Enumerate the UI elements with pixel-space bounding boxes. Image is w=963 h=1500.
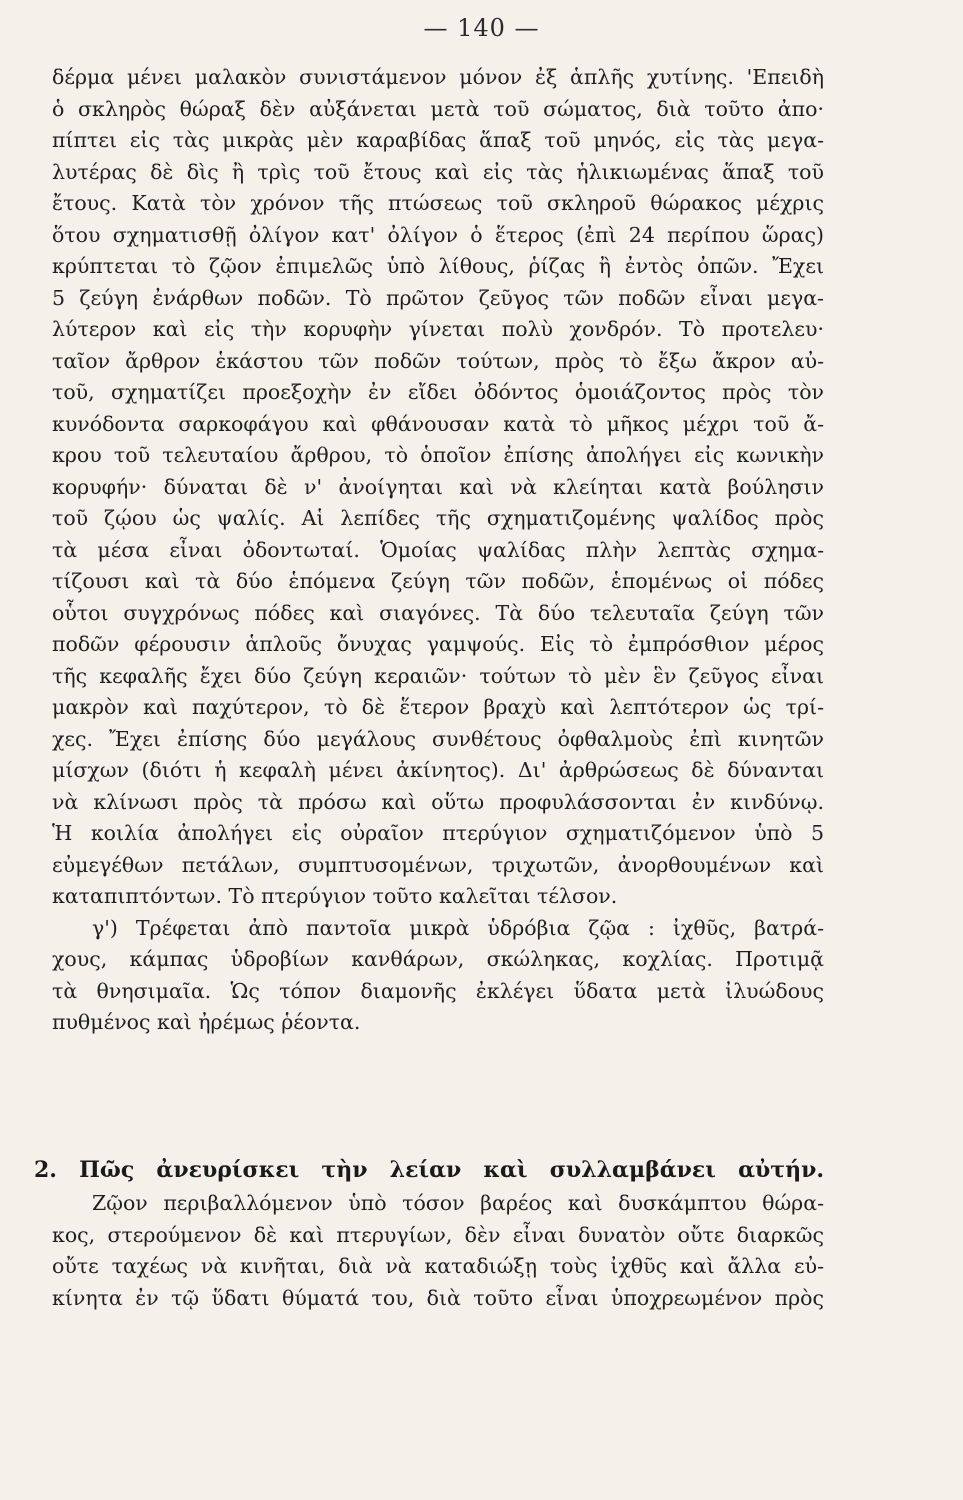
text-line: Ζῷον περιβαλλόμενον ὑπὸ τόσον βαρέος καὶ δυσκάμπτου θώρα- [92,1191,824,1215]
text-line: τὰ μέσα εἶναι ὀδοντωταί. Ὁμοίας ψαλίδας πλὴν λεπτὰς σχημα- [52,537,824,562]
text-line: νὰ κλίνωσι πρὸς τὰ πρόσω καὶ οὕτω προφυλάσσονται ἐν κινδύνῳ. [52,789,824,814]
text-line: λύτερον καὶ εἰς τὴν κορυφὴν γίνεται πολὺ χονδρόν. Τὸ προτελευ· [52,317,824,341]
text-line: κίνητα ἐν τῷ ὕδατι θύματά του, διὰ τοῦτο εἶναι ὑποχρεωμένον πρὸς [52,1285,824,1310]
text-line: οὔτε ταχέως νὰ κινῆται, διὰ νὰ καταδιώξῃ τοὺς ἰχθῦς καὶ ἄλλα εὐ- [52,1254,824,1278]
text-line: τὰ θνησιμαῖα. Ὡς τόπον διαμονῆς ἐκλέγει ὕδατα μετὰ ἰλυώδους [52,978,824,1003]
text-line: λυτέρας δὲ δὶς ἢ τρὶς τοῦ ἔτους καὶ εἰς τὰς ἡλικιωμένας ἅπαξ τοῦ [52,159,824,184]
text-line: χες. Ἔχει ἐπίσης δύο μεγάλους συνθέτους ὀφθαλμοὺς ἐπὶ κινητῶν [52,726,824,751]
text-line: ἔτους. Κατὰ τὸν χρόνον τῆς πτώσεως τοῦ σκληροῦ θώρακος μέχρις [52,191,824,215]
text-line: τίζουσι καὶ τὰ δύο ἑπόμενα ζεύγη τῶν ποδῶν, ἑπομένως οἱ πόδες [52,569,824,593]
text-line: πυθμένος καὶ ἠρέμως ῥέοντα. [52,1010,361,1034]
text-line: ὁ σκληρὸς θώραξ δὲν αὐξάνεται μετὰ τοῦ σώματος, διὰ τοῦτο ἀπο· [52,96,824,121]
text-line: δέρμα μένει μαλακὸν συνιστάμενον μόνον ἐξ ἁπλῆς χυτίνης. 'Επειδὴ [52,65,824,89]
page-number: — 140 — [423,14,540,42]
text-line: μίσχων (διότι ἡ κεφαλὴ μένει ἀκίνητος). Δι' ἀρθρώσεως δὲ δύνανται [52,758,824,782]
text-line: οὗτοι συγχρόνως πόδες καὶ σιαγόνες. Τὰ δύο τελευταῖα ζεύγη τῶν [52,600,824,625]
text-line: Ἡ κοιλία ἀπολήγει εἰς οὐραῖον πτερύγιον σχηματιζόμενον ὑπὸ 5 [52,821,824,845]
text-line: κυνόδοντα σαρκοφάγου καὶ φθάνουσαν κατὰ τὸ μῆκος μέχρι τοῦ ἄ- [52,411,824,436]
text-line: γ') Τρέφεται ἀπὸ παντοῖα μικρὰ ὑδρόβια ζῷα : ἰχθῦς, βατρά- [92,915,824,940]
text-line: πίπτει εἰς τὰς μικρὰς μὲν καραβίδας ἅπαξ τοῦ μηνός, εἰς τὰς μεγα- [52,128,824,152]
text-line: τοῦ ζῴου ὡς ψαλίς. Αἱ λεπίδες τῆς σχηματιζομένης ψαλίδος πρὸς [52,506,824,530]
section-body-text [52,1188,824,1314]
section-heading: 2. Πῶς ἀνευρίσκει τὴν λείαν καὶ συλλαμβάνει αὐτήν. [34,1157,824,1183]
text-line: καταπιπτόντων. Τὸ πτερύγιον τοῦτο καλεῖται τέλσον. [52,884,618,908]
text-line: κρου τοῦ τελευταίου ἄρθρου, τὸ ὁποῖον ἐπίσης ἀπολήγει εἰς κωνικὴν [52,443,824,467]
text-line: ταῖον ἄρθρον ἑκάστου τῶν ποδῶν τούτων, πρὸς τὸ ἔξω ἄκρον αὐ- [52,348,824,373]
text-line: μακρὸν καὶ παχύτερον, τὸ δὲ ἕτερον βραχὺ καὶ λεπτότερον ὡς τρί- [52,695,824,719]
text-line: τῆς κεφαλῆς ἔχει δύο ζεύγη κεραιῶν· τούτων τὸ μὲν ἓν ζεῦγος εἶναι [52,663,824,688]
text-line: ποδῶν φέρουσιν ἁπλοῦς ὄνυχας γαμψούς. Εἰς τὸ ἐμπρόσθιον μέρος [52,632,824,656]
text-line: κος, στερούμενον δὲ καὶ πτερυγίων, δὲν εἶναι δυνατὸν οὔτε διαρκῶς [52,1222,824,1247]
text-line: τοῦ, σχηματίζει προεξοχὴν ἐν εἴδει ὀδόντος ὁμοιάζοντος πρὸς τὸν [52,380,824,404]
text-line: εὐμεγέθων πετάλων, συμπτυσομένων, τριχωτῶν, ἀνορθουμένων καὶ [52,852,824,877]
text-line: χους, κάμπας ὑδροβίων κανθάρων, σκώληκας, κοχλίας. Προτιμᾷ [52,947,824,971]
text-line: κρύπτεται τὸ ζῷον ἐπιμελῶς ὑπὸ λίθους, ῥίζας ἢ ἐντὸς ὀπῶν. Ἔχει [52,254,824,278]
text-line: 5 ζεύγη ἐνάρθων ποδῶν. Τὸ πρῶτον ζεῦγος τῶν ποδῶν εἶναι μεγα- [52,285,824,310]
body-text [52,62,824,1039]
text-line: ὅτου σχηματισθῇ ὀλίγον κατ' ὀλίγον ὁ ἕτερος (ἐπὶ 24 περίπου ὥρας) [52,222,824,247]
text-line: κορυφήν· δύναται δὲ ν' ἀνοίγηται καὶ νὰ κλείηται κατὰ βούλησιν [52,474,824,499]
